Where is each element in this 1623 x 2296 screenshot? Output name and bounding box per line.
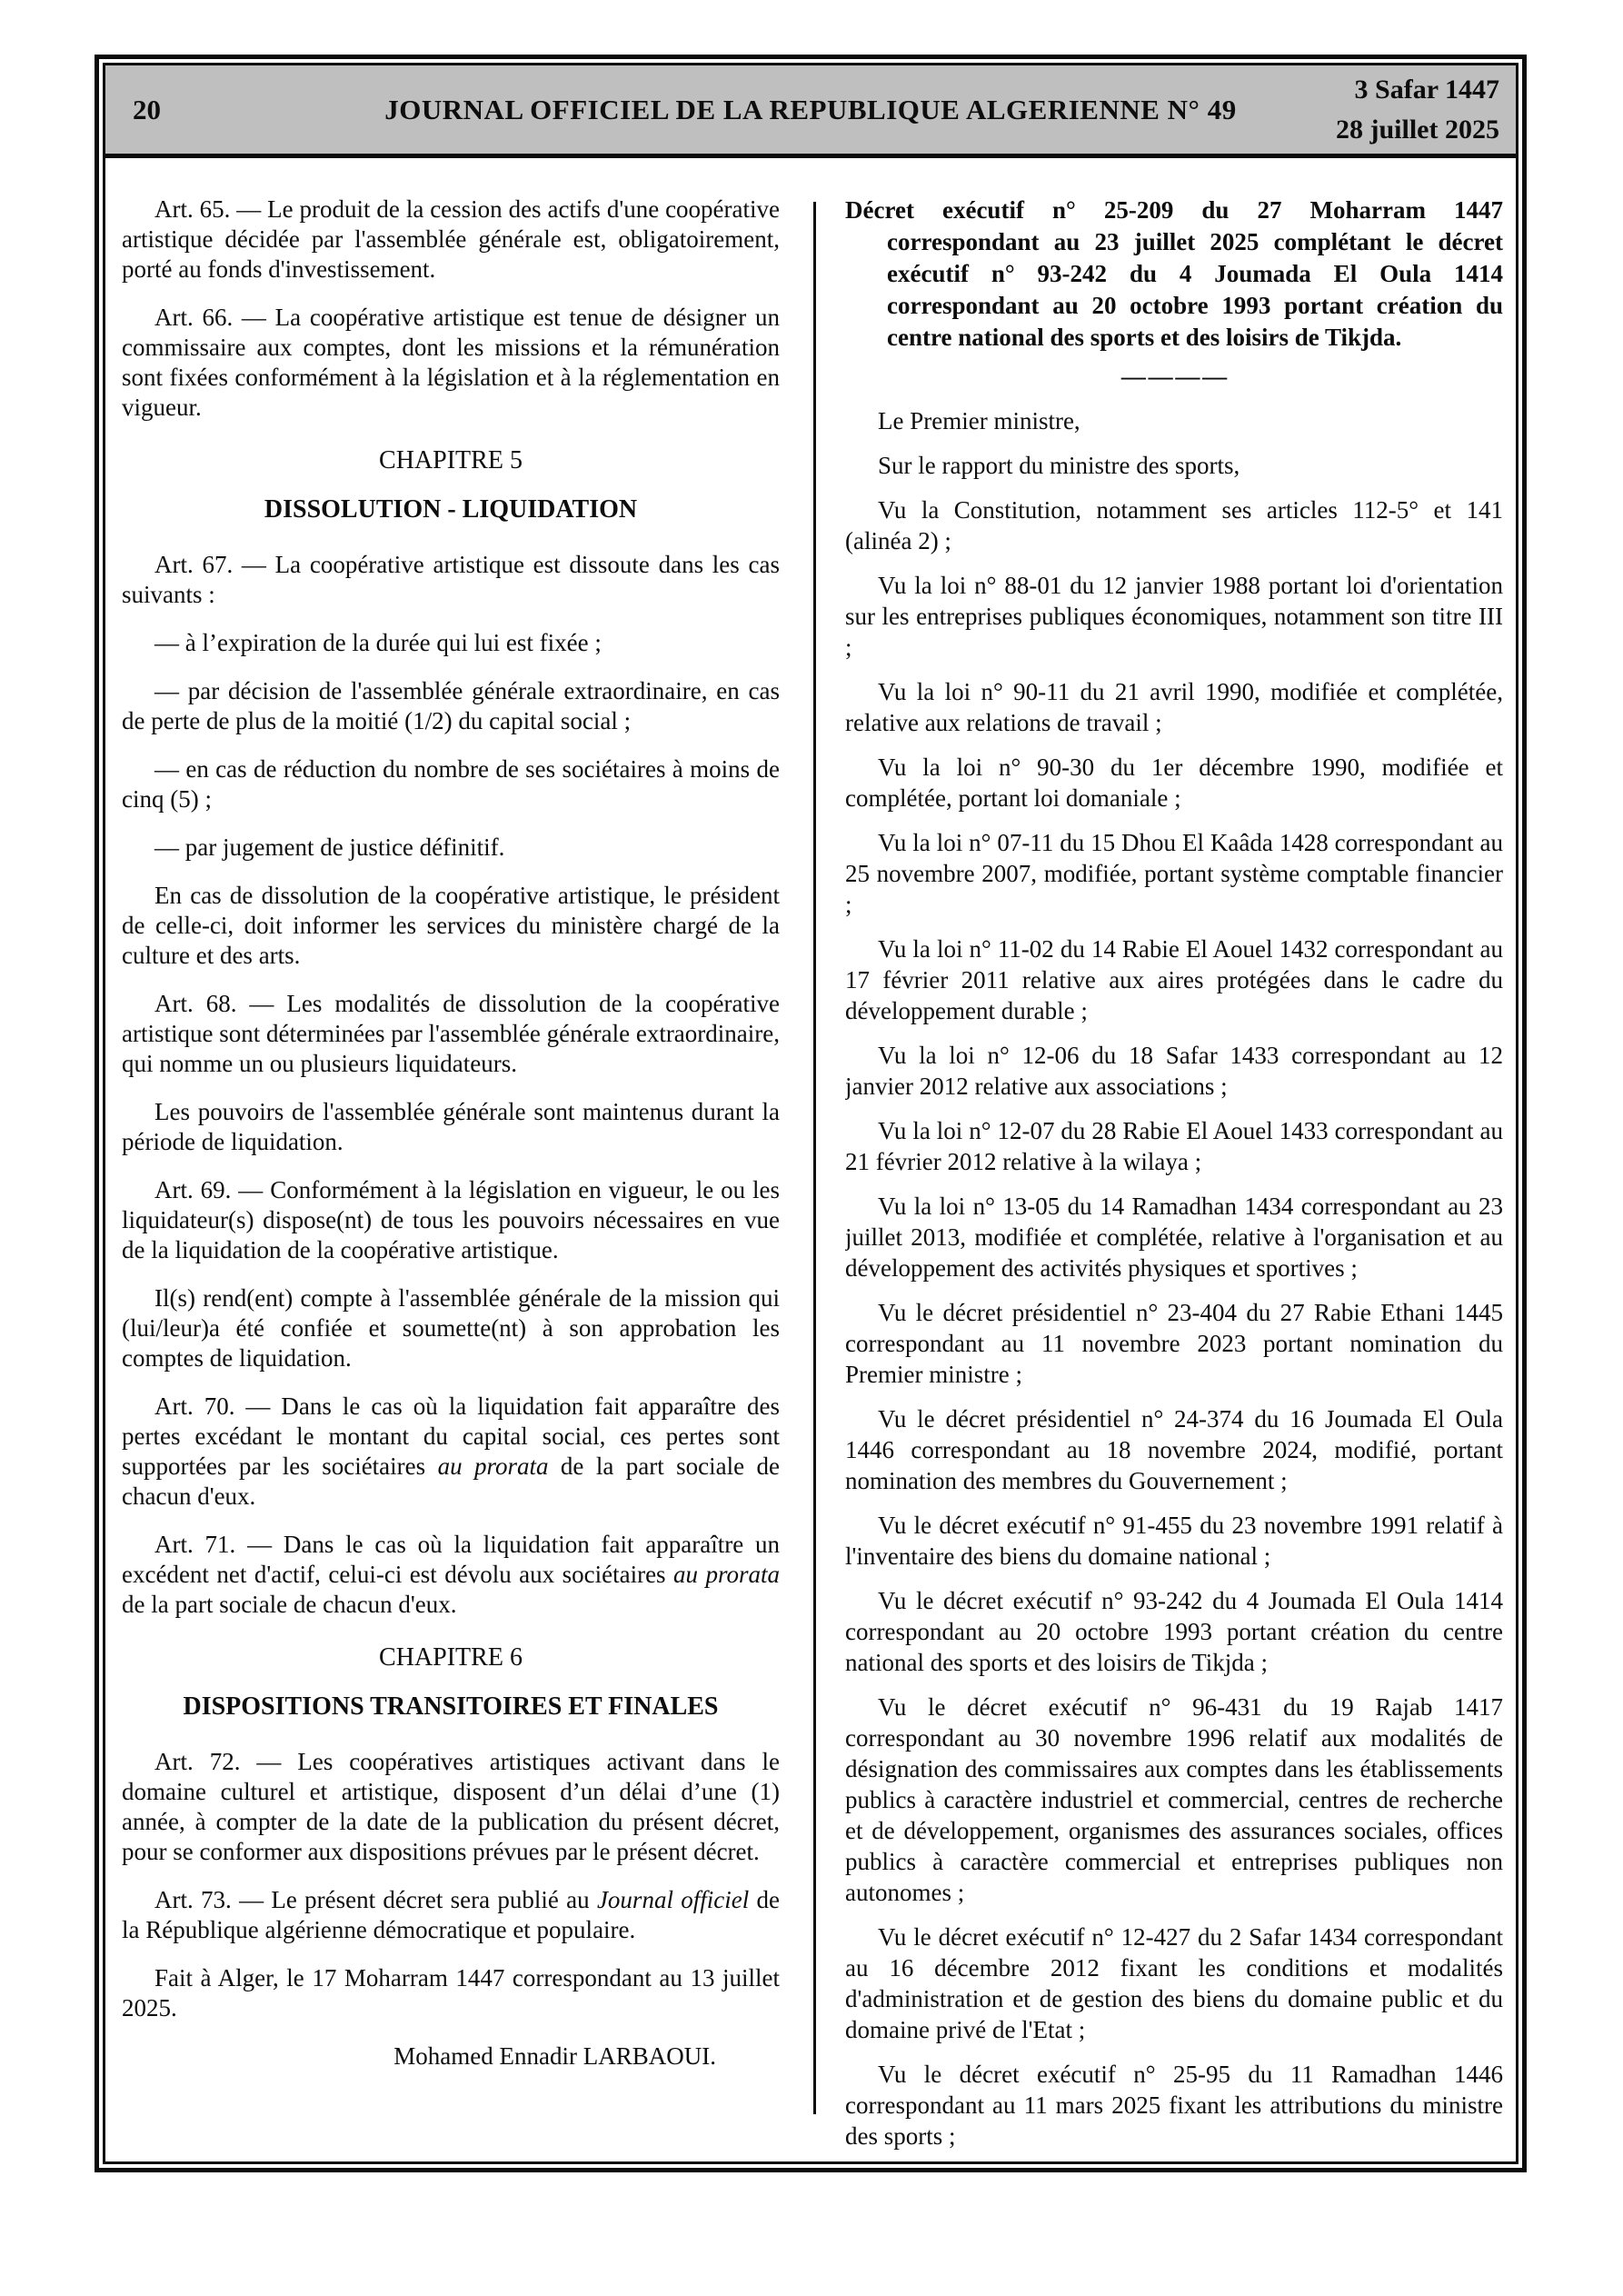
article-72: Art. 72. — Les coopératives artistiques activant dans le domaine culturel et artistique, disposent d’un délai d’une (1) année, à compter de la date de la publication du présent décret, pour se conformer aux dispositions prévues par le présent décret. [122,1748,780,1865]
article-65: Art. 65. — Le produit de la cession des actifs d'une coopérative artistique décidée par l'assemblée générale est, obligatoirement, porté au fonds d'investissement. [122,195,780,283]
visa-loi-88-01: Vu la loi n° 88-01 du 12 janvier 1988 portant loi d'orientation sur les entreprises publiques économiques, notamment son titre III ; [845,572,1503,661]
article-67-item-4: — par jugement de justice définitif. [154,834,505,861]
article-67-item-3: — en cas de réduction du nombre de ses sociétaires à moins de cinq (5) ; [122,755,780,813]
article-70-text: Art. 70. — Dans le cas où la liquidation fait apparaître des pertes excédant le montant du capital social, ces pertes sont supportées par les sociétaires [122,1393,780,1480]
article-73-text-end: de la République algérienne démocratique et populaire. [122,1886,780,1943]
visa-loi-90-30: Vu la loi n° 90-30 du 1er décembre 1990, modifiée et complétée, portant loi domaniale ; [845,754,1503,812]
page-frame [95,55,1527,2172]
visa-decret-25-95: Vu le décret exécutif n° 25-95 du 11 Ramadhan 1446 correspondant au 11 mars 2025 fixant les attributions du ministre des sports ; [845,2061,1503,2150]
page-body [105,158,1516,2161]
article-66: Art. 66. — La coopérative artistique est tenue de désigner un commissaire aux comptes, dont les missions et la rémunération sont fixées conformément à la législation et à la réglementation en vigueur. [122,304,780,421]
intro-premier-ministre: Le Premier ministre, [878,407,1080,434]
article-67-item-2: — par décision de l'assemblée générale extraordinaire, en cas de perte de plus de la moitié (1/2) du capital social ; [122,677,780,734]
page-number: 20 [133,93,161,125]
visa-loi-12-06: Vu la loi n° 12-06 du 18 Safar 1433 correspondant au 12 janvier 2012 relative aux associations ; [845,1042,1503,1100]
right-column [845,195,1503,2161]
chapter-6-title: DISPOSITIONS TRANSITOIRES ET FINALES [183,1692,719,1721]
visa-constitution: Vu la Constitution, notamment ses articles 112-5° et 141 (alinéa 2) ; [845,496,1503,554]
visa-loi-07-11: Vu la loi n° 07-11 du 15 Dhou El Kaâda 1428 correspondant au 25 novembre 2007, modifiée, portant système comptable financier ; [845,829,1503,918]
visa-decret-96-431: Vu le décret exécutif n° 96-431 du 19 Rajab 1417 correspondant au 30 novembre 1996 relatif aux modalités de désignation des commissaires aux comptes dans les établissements publics à caractère industriel et commercial, centres de recherche et de développement, organismes des assurances sociales, offices publics à caractère commercial et entreprises publiques non autonomes ; [845,1693,1503,1906]
article-67: Art. 67. — La coopérative artistique est dissoute dans les cas suivants : [122,551,780,608]
issue-dates [1336,70,1499,150]
article-69-note: Il(s) rend(ent) compte à l'assemblée générale de la mission qui (lui/leur)a été confiée et soumette(nt) à son approbation les comptes de liquidation. [122,1284,780,1372]
column-divider [813,202,816,2114]
visa-decret-93-242: Vu le décret exécutif n° 93-242 du 4 Joumada El Oula 1414 correspondant au 20 octobre 1993 portant création du centre national des sports et des loisirs de Tikjda ; [845,1587,1503,1676]
page-frame-inner [103,63,1518,2164]
visa-loi-90-11: Vu la loi n° 90-11 du 21 avril 1990, modifiée et complétée, relative aux relations de travail ; [845,678,1503,736]
decree-heading: Décret exécutif n° 25-209 du 27 Moharram 1447 correspondant au 23 juillet 2025 complétant le décret exécutif n° 93-242 du 4 Joumada El Oula 1414 correspondant au 20 octobre 1993 portant création du centre national des sports et des loisirs de Tikjda. [845,196,1503,351]
date-hijri: 3 Safar 1447 [1354,74,1499,105]
article-68: Art. 68. — Les modalités de dissolution de la coopérative artistique sont déterminées par l'assemblée générale extraordinaire, qui nomme un ou plusieurs liquidateurs. [122,990,780,1077]
visa-loi-11-02: Vu la loi n° 11-02 du 14 Rabie El Aouel 1432 correspondant au 17 février 2011 relative aux aires protégées dans le cadre du développement durable ; [845,935,1503,1024]
article-70 [122,1392,780,1512]
journal-title: JOURNAL OFFICIEL DE LA REPUBLIQUE ALGERIENNE N° 49 [384,93,1237,125]
left-column [122,195,780,2161]
chapter-6-label: CHAPITRE 6 [379,1643,523,1672]
article-71-italic: au prorata [673,1561,780,1588]
article-70-italic: au prorata [437,1452,549,1480]
article-67-item-1: — à l’expiration de la durée qui lui est fixée ; [154,629,602,656]
article-71-text-end: de la part sociale de chacun d'eux. [122,1591,457,1618]
masthead [105,65,1516,158]
intro-rapport: Sur le rapport du ministre des sports, [878,452,1240,479]
article-70-text-end: de la part sociale de chacun d'eux. [122,1452,780,1510]
article-73-text: Art. 73. — Le présent décret sera publié au [154,1886,597,1913]
visa-decret-24-374: Vu le décret présidentiel n° 24-374 du 16 Joumada El Oula 1446 correspondant au 18 novembre 2024, modifié, portant nomination des membres du Gouvernement ; [845,1405,1503,1494]
section-separator: — — — — [1120,363,1228,390]
article-71 [122,1530,780,1620]
article-73 [122,1885,780,1945]
article-69: Art. 69. — Conformément à la législation en vigueur, le ou les liquidateur(s) dispose(nt) de tous les pouvoirs nécessaires en vue de la liquidation de la coopérative artistique. [122,1176,780,1263]
article-68-note: Les pouvoirs de l'assemblée générale sont maintenus durant la période de liquidation. [122,1098,780,1155]
visa-decret-91-455: Vu le décret exécutif n° 91-455 du 23 novembre 1991 relatif à l'inventaire des biens du domaine national ; [845,1512,1503,1570]
signature: Mohamed Ennadir LARBAOUI. [393,2042,716,2070]
article-71-text: Art. 71. — Dans le cas où la liquidation fait apparaître un excédent net d'actif, celui-ci est dévolu aux sociétaires [122,1531,780,1588]
signed-at-line: Fait à Alger, le 17 Moharram 1447 correspondant au 13 juillet 2025. [122,1964,780,2021]
visa-decret-12-427: Vu le décret exécutif n° 12-427 du 2 Safar 1434 correspondant au 16 décembre 2012 fixant les conditions et modalités d'administration et de gestion des biens du domaine public et du domaine privé de l'Etat ; [845,1923,1503,2043]
article-73-italic: Journal officiel [596,1886,750,1913]
date-gregorian: 28 juillet 2025 [1336,114,1499,145]
visa-loi-13-05: Vu la loi n° 13-05 du 14 Ramadhan 1434 correspondant au 23 juillet 2013, modifiée et complétée, relative à l'organisation et au développement des activités physiques et sportives ; [845,1193,1503,1282]
chapter-5-label: CHAPITRE 5 [379,446,523,474]
chapter-5-title: DISSOLUTION - LIQUIDATION [264,495,638,524]
visa-loi-12-07: Vu la loi n° 12-07 du 28 Rabie El Aouel 1433 correspondant au 21 février 2012 relative à la wilaya ; [845,1117,1503,1175]
visa-decret-23-404: Vu le décret présidentiel n° 23-404 du 27 Rabie Ethani 1445 correspondant au 11 novembre 2023 portant nomination du Premier ministre ; [845,1299,1503,1388]
article-67-note: En cas de dissolution de la coopérative artistique, le président de celle-ci, doit informer les services du ministère chargé de la culture et des arts. [122,882,780,969]
